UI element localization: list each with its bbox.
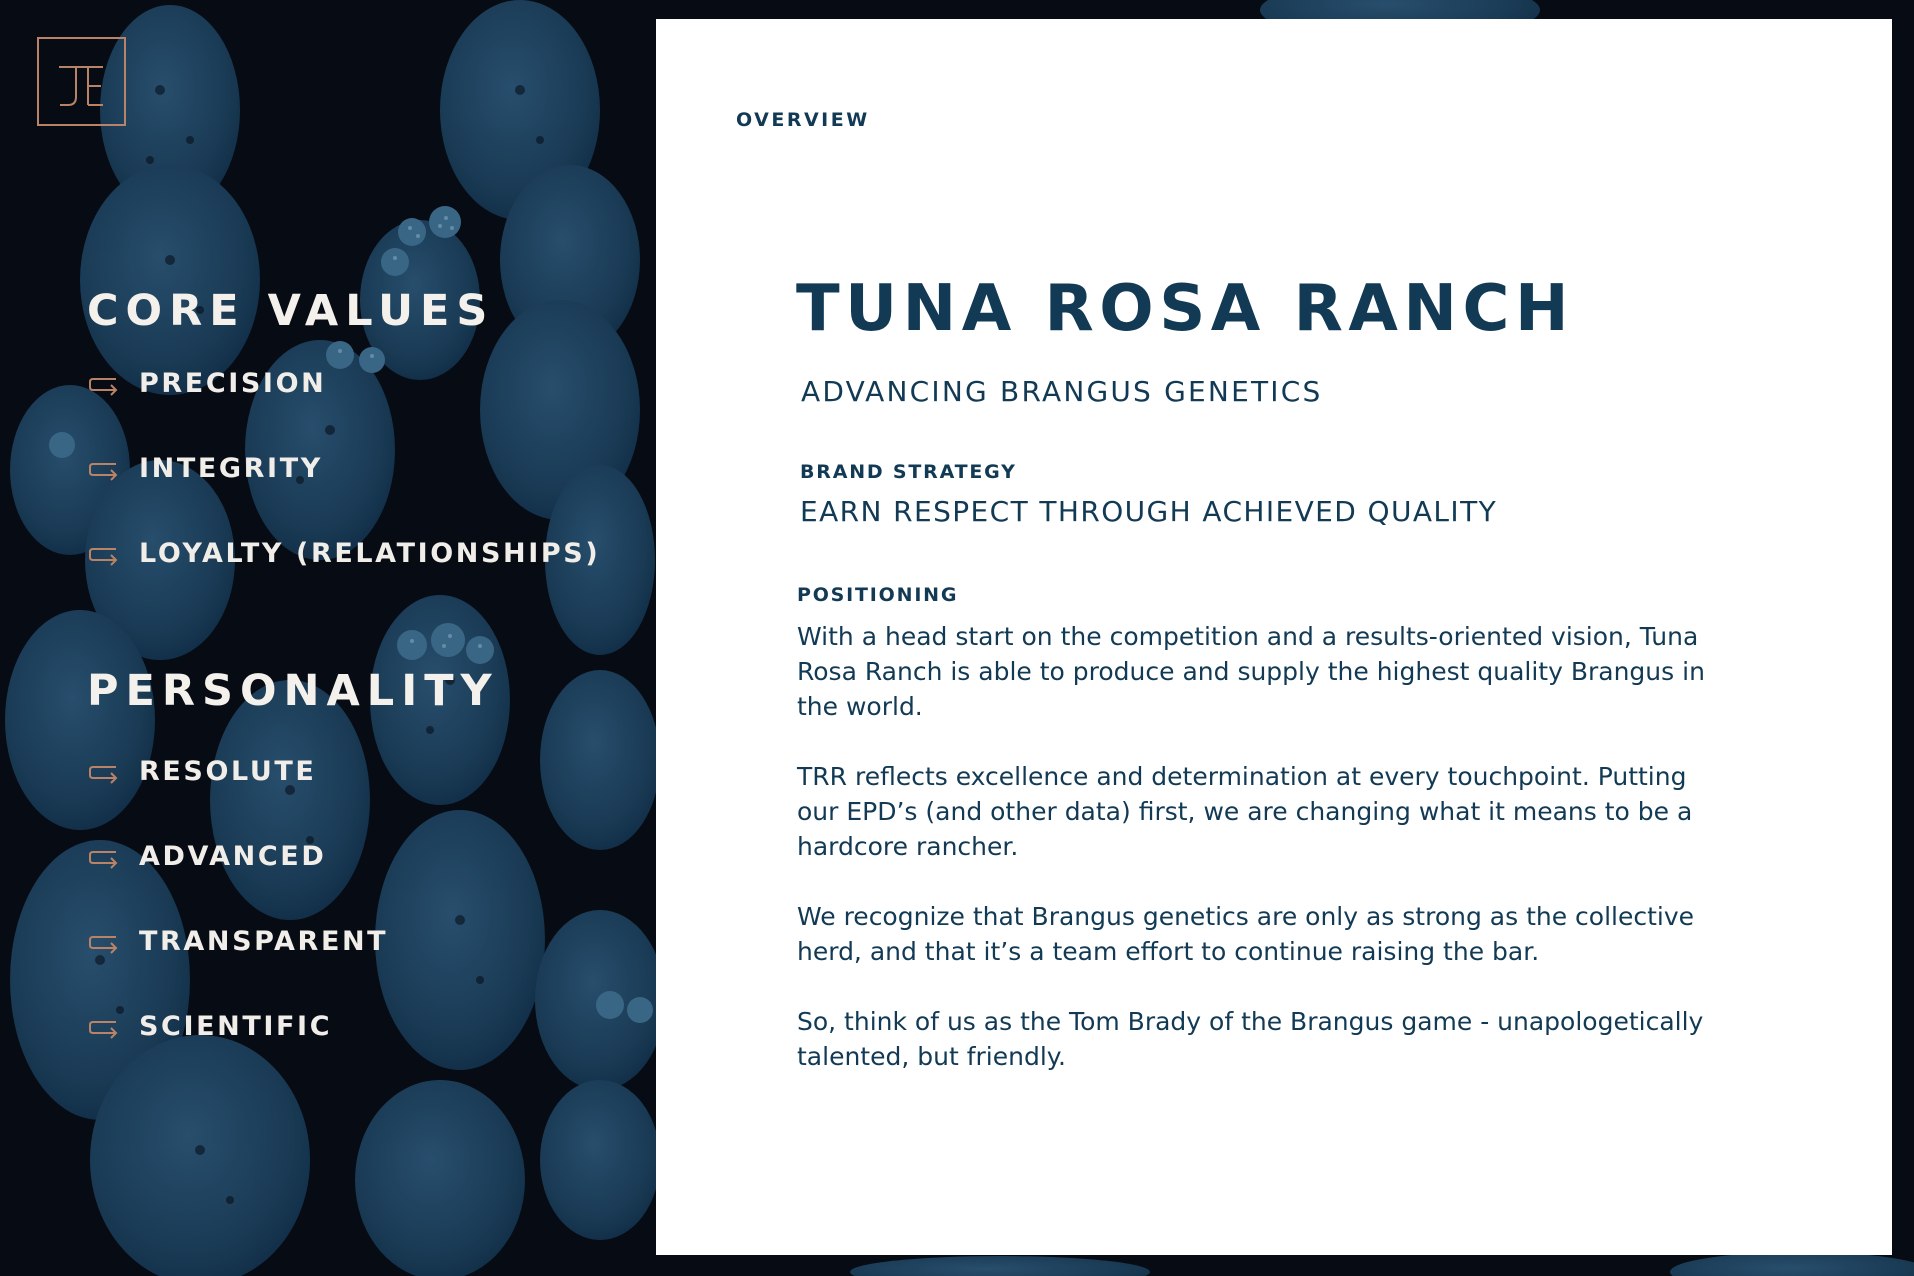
monogram-logo — [39, 39, 124, 124]
return-arrow-icon — [87, 542, 119, 568]
core-value-item — [87, 452, 600, 537]
brand-logo — [37, 37, 126, 126]
return-arrow-icon — [87, 845, 119, 871]
core-value-label: PRECISION — [139, 368, 327, 399]
positioning-body — [797, 619, 1722, 1109]
core-value-item — [87, 367, 600, 452]
positioning-paragraph: With a head start on the competition and a results-oriented vision, Tuna Rosa Ranch is able to produce and supply the highest quality Brangus in the world. — [797, 622, 1705, 721]
core-value-label: LOYALTY (RELATIONSHIPS) — [139, 538, 601, 569]
ranch-subtitle: ADVANCING BRANGUS GENETICS — [801, 375, 1323, 408]
core-value-item — [87, 537, 600, 622]
return-arrow-icon — [87, 930, 119, 956]
positioning-heading: POSITIONING — [797, 584, 959, 606]
personality-heading: PERSONALITY — [87, 666, 499, 716]
return-arrow-icon — [87, 760, 119, 786]
overview-label: OVERVIEW — [736, 109, 870, 131]
overview-card — [656, 19, 1892, 1255]
personality-label: TRANSPARENT — [139, 926, 389, 957]
brand-strategy-heading: BRAND STRATEGY — [800, 461, 1017, 483]
positioning-paragraph: TRR reflects excellence and determination at every touchpoint. Putting our EPD’s (and other data) first, we are changing what it means to be a hardcore rancher. — [797, 762, 1693, 861]
personality-label: ADVANCED — [139, 841, 327, 872]
positioning-paragraph: We recognize that Brangus genetics are only as strong as the collective herd, and that it’s a team effort to continue raising the bar. — [797, 902, 1695, 966]
return-arrow-icon — [87, 457, 119, 483]
core-values-list — [87, 367, 600, 622]
return-arrow-icon — [87, 1015, 119, 1041]
personality-label: RESOLUTE — [139, 756, 317, 787]
personality-item — [87, 925, 388, 1010]
personality-label: SCIENTIFIC — [139, 1011, 333, 1042]
ranch-title: TUNA ROSA RANCH — [796, 272, 1574, 346]
positioning-paragraph: So, think of us as the Tom Brady of the Brangus game - unapologetically talented, but friendly. — [797, 1007, 1704, 1071]
personality-item — [87, 1010, 388, 1095]
personality-item — [87, 840, 388, 925]
brand-strategy-text: EARN RESPECT THROUGH ACHIEVED QUALITY — [800, 495, 1498, 528]
personality-list — [87, 755, 388, 1095]
personality-item — [87, 755, 388, 840]
return-arrow-icon — [87, 372, 119, 398]
core-value-label: INTEGRITY — [139, 453, 323, 484]
core-values-heading: CORE VALUES — [87, 286, 495, 336]
